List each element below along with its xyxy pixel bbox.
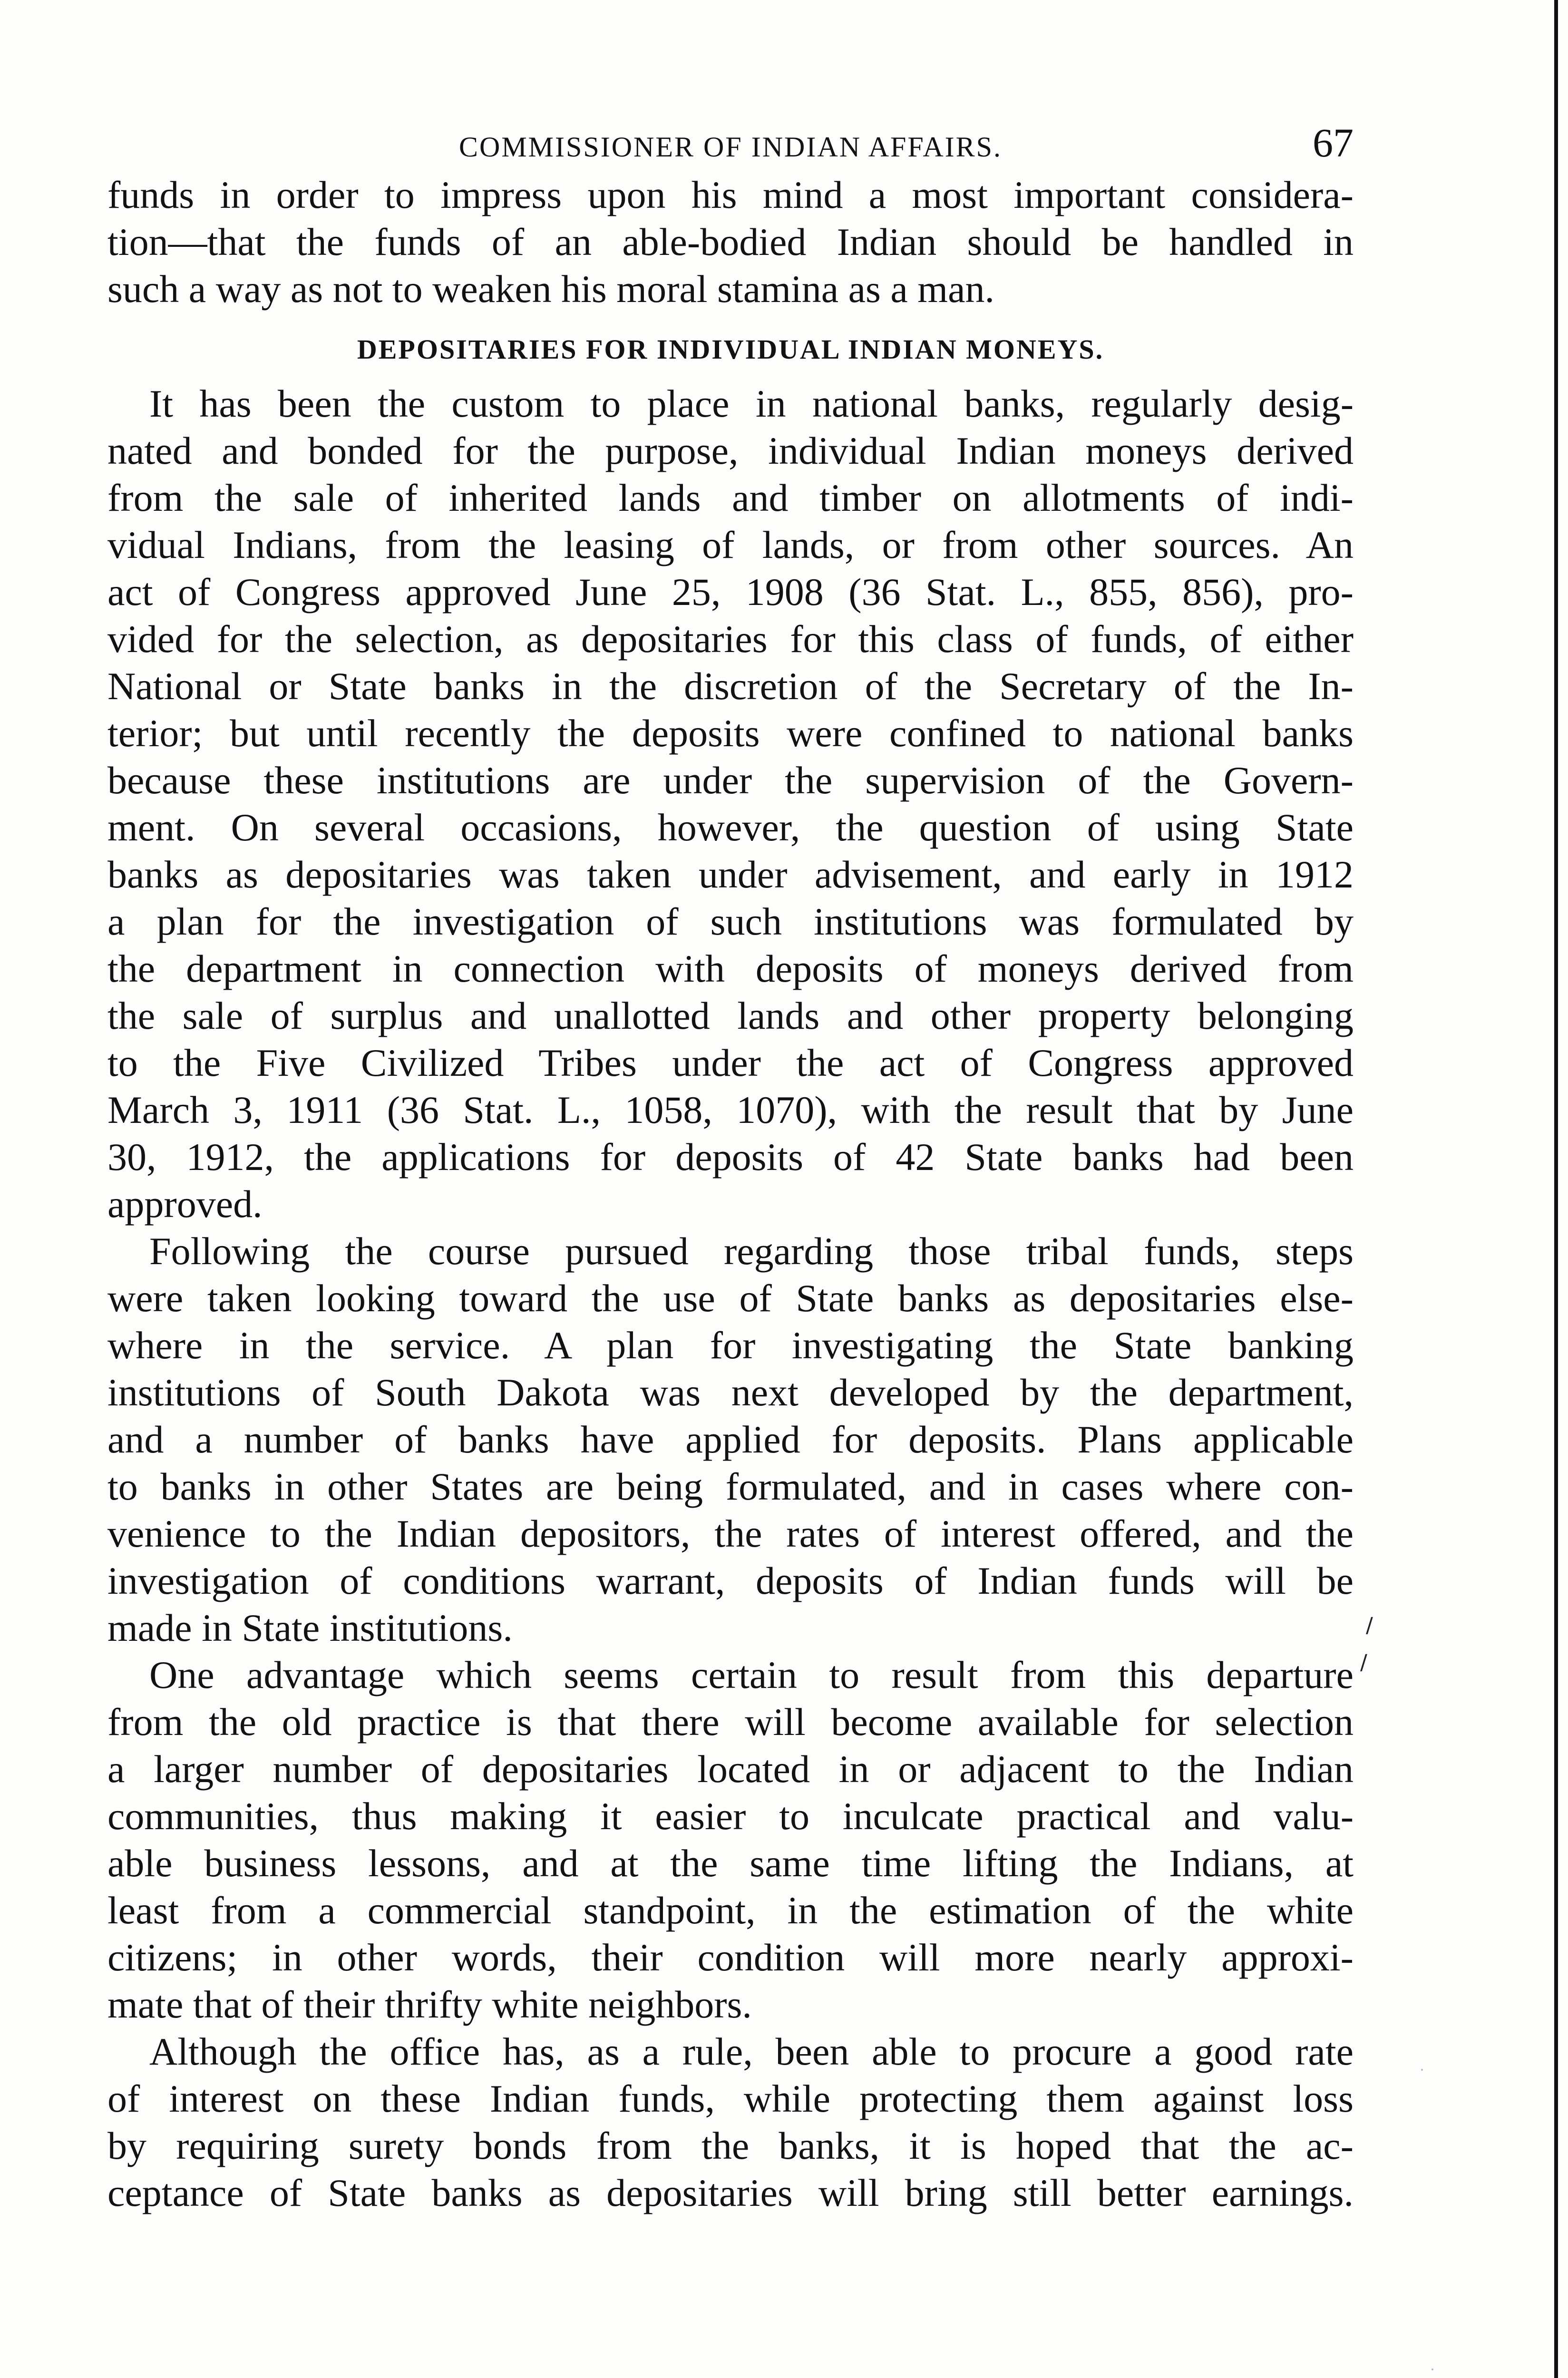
text-line: terior; but until recently the deposits were confined to national banks [107,711,1354,755]
text-line: to banks in other States are being formulated, and in cases where con- [107,1465,1354,1508]
text-line: mate that of their thrifty white neighbors. [107,1983,752,2026]
margin-tick-mark: ∕ [1366,1613,1373,1637]
text-line: ceptance of State banks as depositaries will bring still better earnings. [107,2171,1354,2214]
text-line: because these institutions are under the supervision of the Govern- [107,759,1354,802]
text-line: ment. On several occasions, however, the question of using State [107,806,1354,849]
paragraph-1 [107,380,1354,1228]
text-line: funds in order to impress upon his mind a most important considera- [107,173,1354,216]
text-line: banks as depositaries was taken under advisement, and early in 1912 [107,853,1354,896]
text-line: Following the course pursued regarding those tribal funds, steps [149,1229,1354,1273]
paragraph-2 [107,1228,1354,1651]
text-line: from the sale of inherited lands and timber on allotments of indi- [107,476,1354,519]
text-line: where in the service. A plan for investigating the State banking [107,1324,1354,1367]
text-line: vided for the selection, as depositaries for this class of funds, of either [107,617,1354,661]
paragraph-3 [107,1651,1354,2028]
continued-paragraph [107,171,1354,312]
text-line: vidual Indians, from the leasing of lands, or from other sources. An [107,523,1354,566]
text-line: nated and bonded for the purpose, individual Indian moneys derived [107,429,1354,472]
text-line: the sale of surplus and unallotted lands and other property belonging [107,994,1354,1037]
text-line: by requiring surety bonds from the banks, it is hoped that the ac- [107,2124,1354,2167]
running-header [107,119,1354,171]
text-line: to the Five Civilized Tribes under the act of Congress approved [107,1041,1354,1084]
text-line: citizens; in other words, their condition will more nearly approxi- [107,1936,1354,1979]
text-line: least from a commercial standpoint, in the estimation of the white [107,1889,1354,1932]
scan-speck [1421,2069,1423,2071]
text-line: a plan for the investigation of such institutions was formulated by [107,900,1354,943]
text-line: from the old practice is that there will become available for selection [107,1700,1354,1744]
text-line: institutions of South Dakota was next developed by the department, [107,1371,1354,1414]
text-line: Although the office has, as a rule, been able to procure a good rate [149,2030,1354,2073]
text-line: One advantage which seems certain to result from this departure [149,1653,1354,1696]
page-body [107,119,1354,2216]
text-line: such a way as not to weaken his moral stamina as a man. [107,267,994,311]
text-line: venience to the Indian depositors, the rates of interest offered, and the [107,1512,1354,1555]
scan-speck [1432,2368,1433,2370]
text-line: communities, thus making it easier to inculcate practical and valu- [107,1794,1354,1838]
text-line: tion—that the funds of an able-bodied Indian should be handled in [107,220,1354,263]
section-heading: DEPOSITARIES FOR INDIVIDUAL INDIAN MONEYS. [357,334,1104,365]
text-line: National or State banks in the discretion of the Secretary of the In- [107,664,1354,708]
text-line: of interest on these Indian funds, while protecting them against loss [107,2077,1354,2120]
text-line: March 3, 1911 (36 Stat. L., 1058, 1070), with the result that by June [107,1088,1354,1131]
text-line: were taken looking toward the use of State banks as depositaries else- [107,1277,1354,1320]
text-line: a larger number of depositaries located in or adjacent to the Indian [107,1747,1354,1791]
scan-border [1554,0,1558,2378]
text-line: investigation of conditions warrant, deposits of Indian funds will be [107,1559,1354,1602]
paragraph-4 [107,2028,1354,2216]
text-line: the department in connection with deposits of moneys derived from [107,947,1354,990]
text-line: made in State institutions. [107,1606,513,1649]
margin-tick-mark: ∕ [1360,1650,1367,1675]
text-line: and a number of banks have applied for deposits. Plans applicable [107,1418,1354,1461]
text-line: 30, 1912, the applications for deposits of 42 State banks had been [107,1135,1354,1179]
page-number: 67 [1313,120,1354,166]
text-line: able business lessons, and at the same time lifting the Indians, at [107,1842,1354,1885]
running-title: COMMISSIONER OF INDIAN AFFAIRS. [458,131,1003,163]
text-line: act of Congress approved June 25, 1908 (36 Stat. L., 855, 856), pro- [107,570,1354,614]
text-line: It has been the custom to place in national banks, regularly desig- [149,382,1354,425]
text-line: approved. [107,1182,263,1226]
